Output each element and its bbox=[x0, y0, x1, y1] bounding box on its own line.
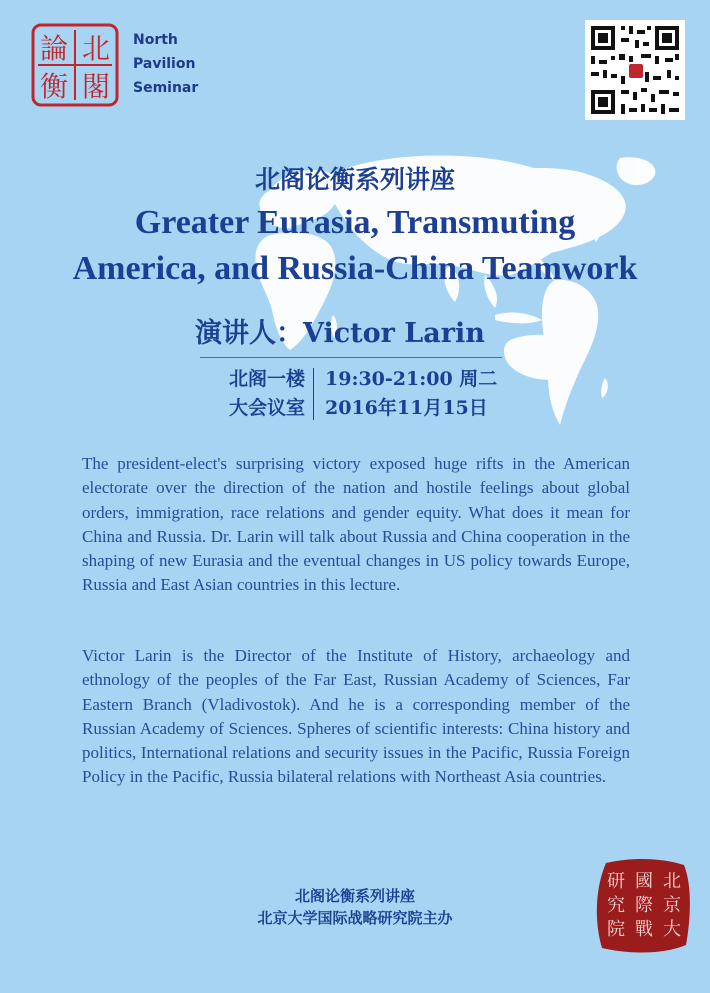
svg-text:戰: 戰 bbox=[635, 919, 653, 940]
event-date: 2016年11月15日 bbox=[325, 397, 488, 419]
event-time: 19:30-21:00 周二 bbox=[325, 368, 498, 390]
footer-line: 北京大学国际战略研究院主办 bbox=[257, 909, 453, 927]
event-location bbox=[205, 365, 305, 423]
logo-text bbox=[133, 28, 198, 100]
speaker-bio: Victor Larin is the Director of the Institute of History, archaeology and ethnology of the peoples of the Far East, Russian Academy of Sciences, Far Eastern Branch (Vladivostok). And he is a corresponding member of the Russian Academy of Sciences. Spheres of scientific interests: China history and politics, International relations and security issues in the Pacific, Russia Foreign Policy in the Pacific, Russia bilateral relations with Northeast Asia countries. bbox=[82, 646, 630, 787]
event-datetime bbox=[325, 365, 525, 423]
logo-text-line: Pavilion bbox=[133, 56, 196, 72]
svg-text:研: 研 bbox=[607, 871, 625, 892]
location-line: 北阁一楼 bbox=[228, 368, 305, 390]
location-line: 大会议室 bbox=[228, 397, 305, 419]
series-title: 北阁论衡系列讲座 bbox=[254, 165, 455, 194]
svg-text:院: 院 bbox=[607, 919, 625, 940]
institute-seal-icon bbox=[592, 855, 694, 957]
svg-text:北: 北 bbox=[663, 871, 681, 892]
svg-text:京: 京 bbox=[663, 895, 681, 916]
speaker-name: 演讲人：Victor Larin bbox=[195, 318, 485, 349]
svg-text:北: 北 bbox=[81, 32, 111, 65]
page-title bbox=[0, 200, 710, 292]
svg-text:衡: 衡 bbox=[39, 70, 69, 103]
divider bbox=[313, 368, 314, 420]
north-pavilion-seal-icon bbox=[30, 22, 120, 108]
logo-text-line: North bbox=[133, 32, 178, 48]
lecture-description: The president-elect's surprising victory exposed huge rifts in the American electorate over the direction of the nation and hostile feelings about global orders, immigration, race relations and gender equity. What does it mean for China and Russia. Dr. Larin will talk about Russia and China cooperation in the shaping of new Eurasia and the eventual changes in US policy towards Europe, Russia and East Asian countries in this lecture. bbox=[82, 454, 630, 595]
svg-text:際: 際 bbox=[635, 895, 653, 916]
footer-line: 北阁论衡系列讲座 bbox=[294, 887, 415, 905]
svg-text:閣: 閣 bbox=[81, 70, 111, 103]
logo-text-line: Seminar bbox=[133, 80, 199, 96]
qr-code-icon[interactable] bbox=[585, 20, 685, 120]
title-line: America, and Russia-China Teamwork bbox=[72, 250, 638, 287]
divider bbox=[200, 357, 502, 358]
svg-text:究: 究 bbox=[607, 895, 625, 916]
svg-text:大: 大 bbox=[663, 919, 681, 940]
svg-text:論: 論 bbox=[39, 32, 69, 65]
svg-text:國: 國 bbox=[635, 871, 653, 892]
title-line: Greater Eurasia, Transmuting bbox=[134, 204, 576, 241]
